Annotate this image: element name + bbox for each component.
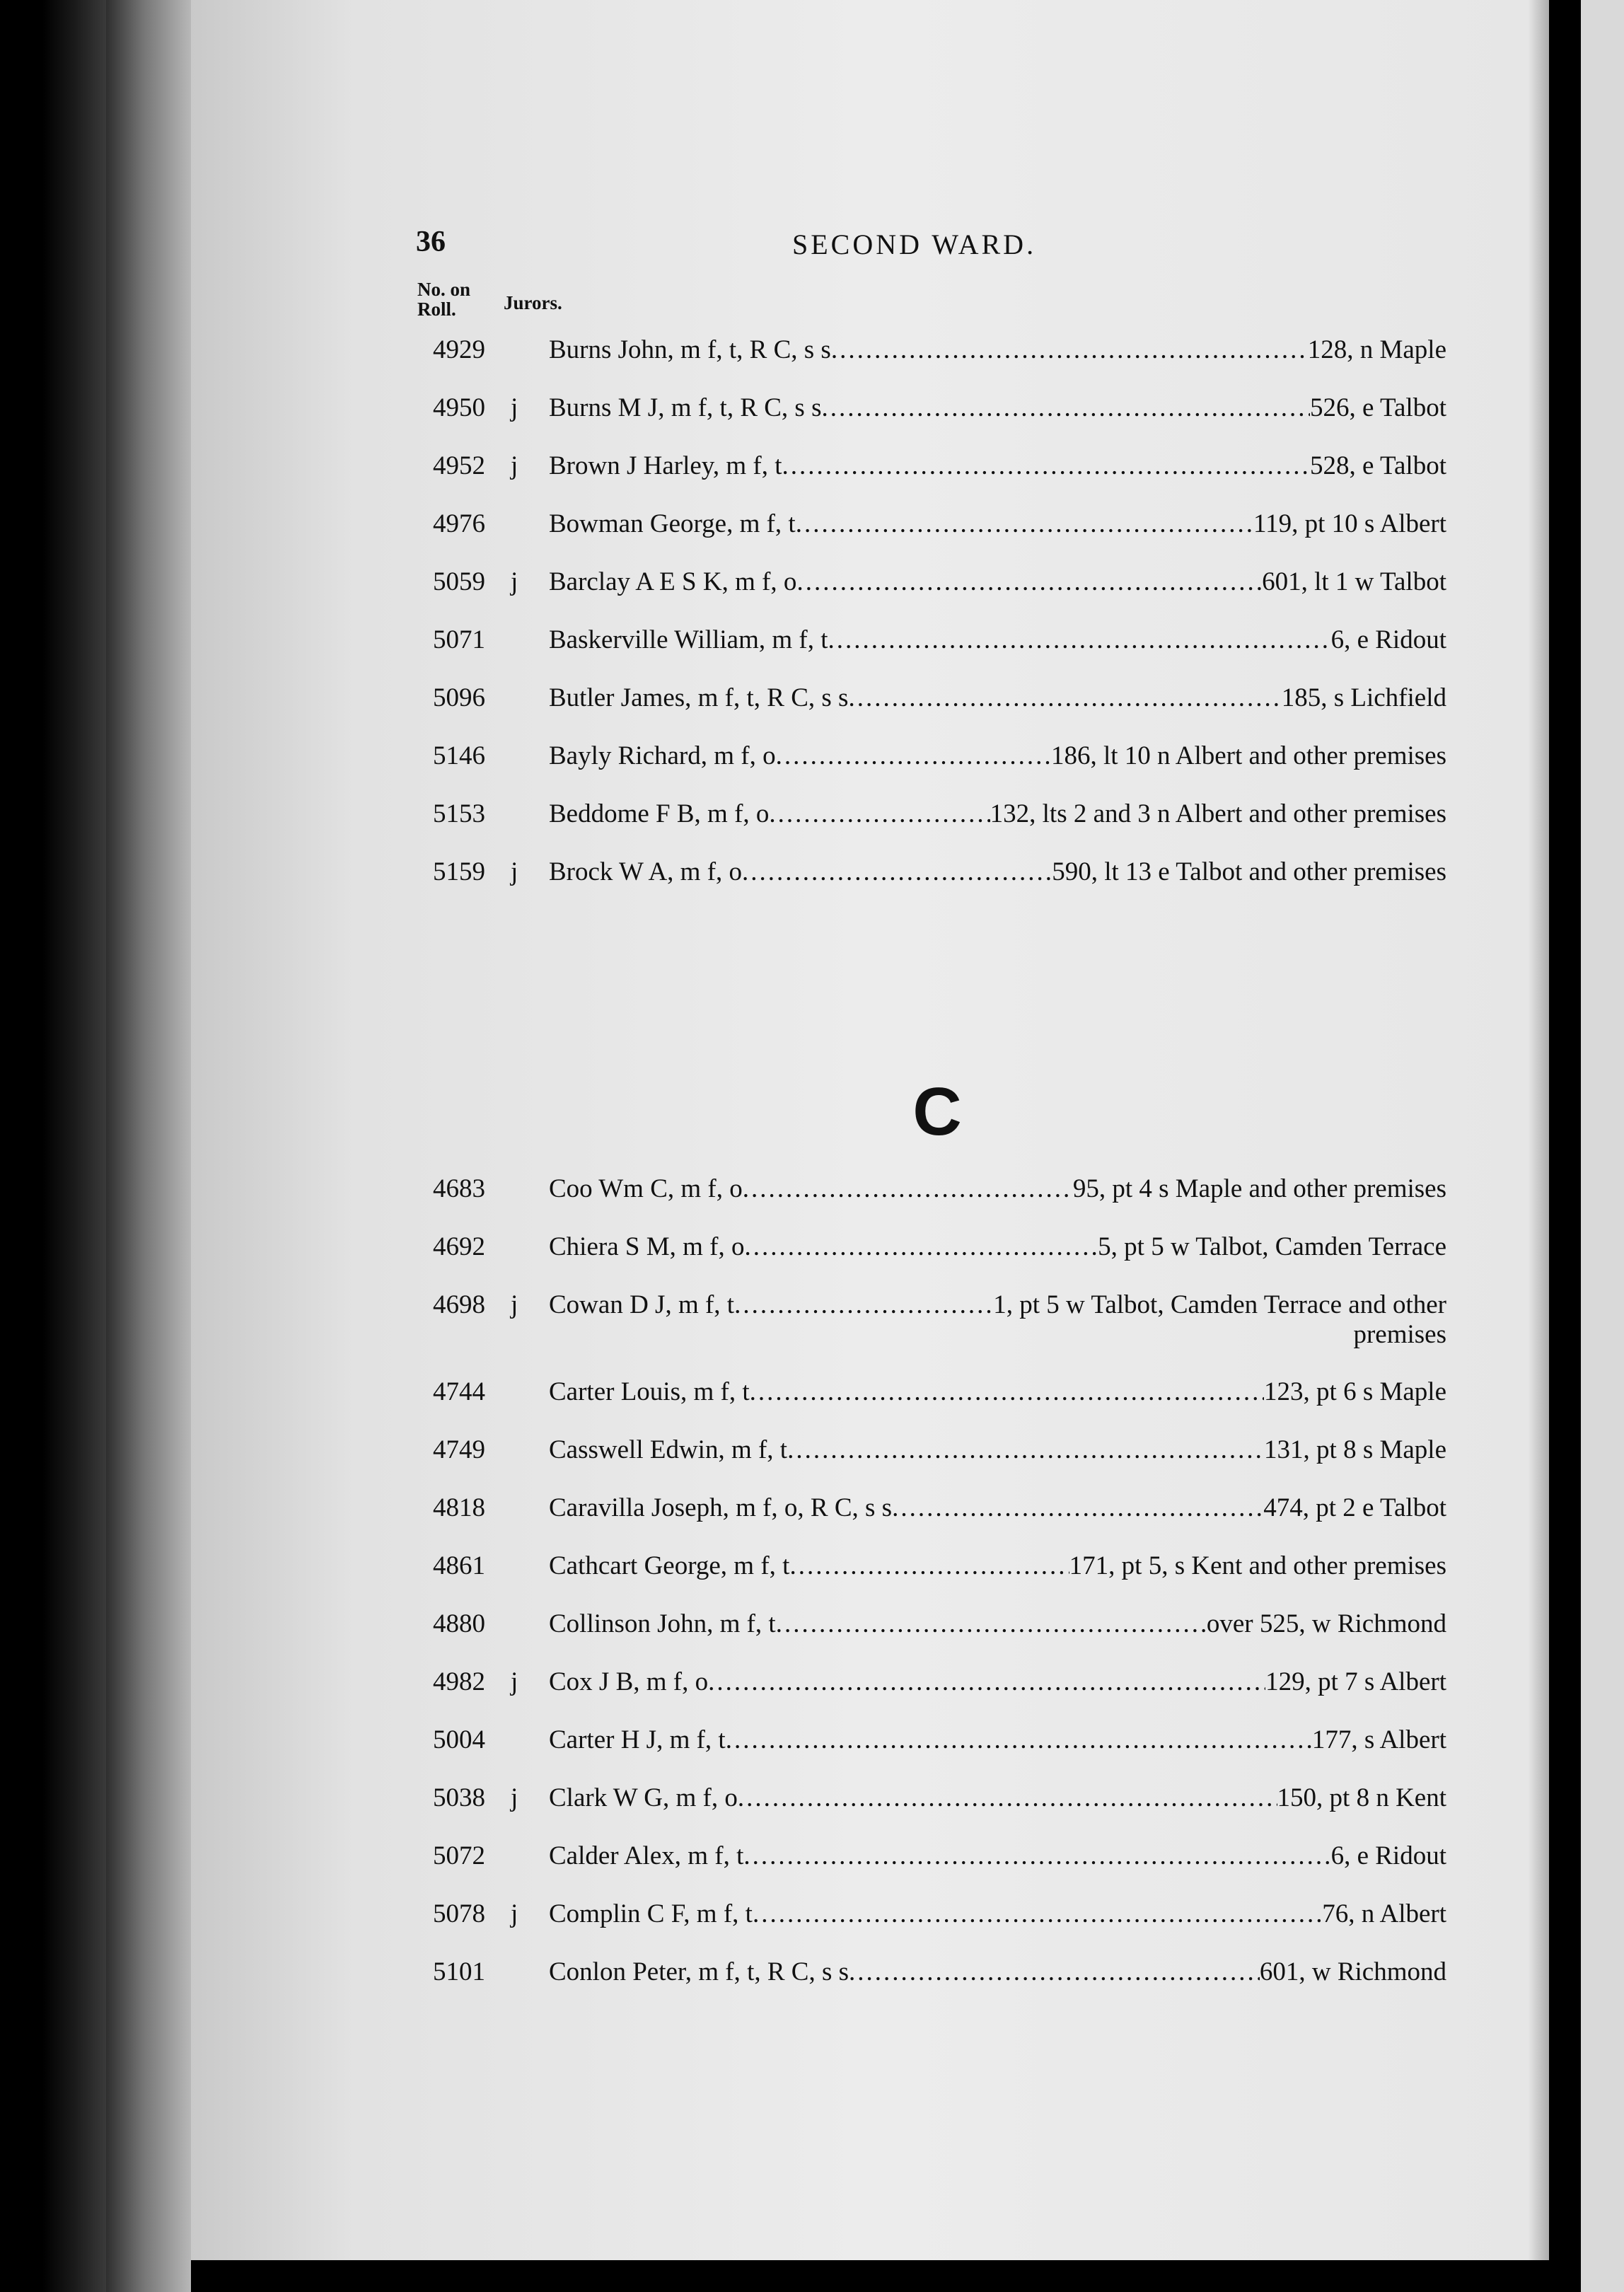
- entry-name: Bowman George, m f, t: [549, 509, 796, 538]
- roll-number: 5153: [433, 799, 485, 828]
- roll-entry: [424, 1609, 1446, 1653]
- roll-number: 5078: [433, 1899, 485, 1928]
- entry-name: Butler James, m f, t, R C, s s: [549, 683, 849, 712]
- entry-address: 95, pt 4 s Maple and other premises: [1072, 1174, 1446, 1203]
- entry-address: 185, s Lichfield: [1281, 683, 1446, 712]
- roll-entry: [424, 1377, 1446, 1420]
- entry-address: 474, pt 2 e Talbot: [1263, 1493, 1446, 1522]
- roll-entry: [424, 1174, 1446, 1217]
- dot-leader: [848, 683, 1281, 713]
- roll-entry: [424, 1899, 1446, 1943]
- entry-address: 171, pt 5, s Kent and other premises: [1069, 1551, 1446, 1580]
- roll-entry: [424, 509, 1446, 552]
- roll-number: 4683: [433, 1174, 485, 1203]
- dot-leader: [831, 335, 1308, 365]
- roll-number: 4976: [433, 509, 485, 538]
- entry-name: Caravilla Joseph, m f, o, R C, s s: [549, 1493, 893, 1522]
- roll-entry: [424, 1493, 1446, 1536]
- column-header-roll-line2: Roll.: [417, 299, 456, 320]
- roll-entry: [424, 625, 1446, 668]
- page-number: 36: [416, 226, 446, 258]
- roll-entry: [424, 451, 1446, 494]
- entry-address: 129, pt 7 s Albert: [1265, 1667, 1446, 1696]
- entry-address: over 525, w Richmond: [1206, 1609, 1446, 1638]
- column-header-roll-line1: No. on: [417, 279, 471, 300]
- roll-entry: [424, 1841, 1446, 1885]
- roll-entry: [424, 741, 1446, 785]
- roll-number: 5004: [433, 1725, 485, 1754]
- entry-address: 5, pt 5 w Talbot, Camden Terrace: [1098, 1232, 1446, 1261]
- dot-leader: [892, 1493, 1263, 1523]
- juror-mark: j: [511, 451, 518, 480]
- dot-leader: [821, 393, 1310, 423]
- entry-name: Carter H J, m f, t: [549, 1725, 726, 1754]
- entry-address: 177, s Albert: [1311, 1725, 1446, 1754]
- roll-number: 4950: [433, 393, 485, 422]
- entry-name: Cowan D J, m f, t: [549, 1290, 735, 1319]
- column-header-roll: [417, 279, 470, 319]
- entry-address: 123, pt 6 s Maple: [1264, 1377, 1446, 1406]
- entry-address: 131, pt 8 s Maple: [1264, 1435, 1446, 1464]
- juror-mark: j: [511, 567, 518, 596]
- dot-leader: [738, 1783, 1277, 1813]
- dot-leader: [743, 1841, 1330, 1871]
- roll-entry: [424, 1290, 1446, 1360]
- dot-leader: [744, 1232, 1098, 1262]
- entry-address: 76, n Albert: [1322, 1899, 1446, 1928]
- juror-mark: j: [511, 1899, 518, 1928]
- entry-name: Burns M J, m f, t, R C, s s: [549, 393, 822, 422]
- dot-leader: [743, 1174, 1073, 1204]
- roll-entry: [424, 1783, 1446, 1827]
- dot-leader: [769, 799, 990, 829]
- roll-number: 4861: [433, 1551, 485, 1580]
- dot-leader: [776, 741, 1051, 771]
- entry-address: 6, e Ridout: [1330, 625, 1446, 654]
- dot-leader: [708, 1667, 1265, 1697]
- entry-name: Coo Wm C, m f, o: [549, 1174, 743, 1203]
- roll-number: 5072: [433, 1841, 485, 1870]
- dot-leader: [742, 857, 1052, 887]
- roll-number: 5096: [433, 683, 485, 712]
- entry-address: 6, e Ridout: [1330, 1841, 1446, 1870]
- roll-entry: [424, 1667, 1446, 1711]
- dot-leader: [753, 1899, 1322, 1929]
- roll-number: 4880: [433, 1609, 485, 1638]
- roll-entry: [424, 335, 1446, 378]
- dot-leader: [782, 451, 1310, 481]
- dot-leader: [849, 1957, 1260, 1987]
- entry-address: 128, n Maple: [1307, 335, 1446, 364]
- entry-name: Clark W G, m f, o: [549, 1783, 738, 1812]
- entry-name: Cox J B, m f, o: [549, 1667, 709, 1696]
- roll-number: 5159: [433, 857, 485, 886]
- roll-number: 4929: [433, 335, 485, 364]
- roll-entry: [424, 857, 1446, 901]
- entry-name: Brown J Harley, m f, t: [549, 451, 782, 480]
- roll-entry: [424, 1725, 1446, 1769]
- entry-address: 119, pt 10 s Albert: [1253, 509, 1446, 538]
- entry-name: Beddome F B, m f, o: [549, 799, 770, 828]
- juror-mark: j: [511, 1290, 518, 1319]
- entry-address: 601, lt 1 w Talbot: [1262, 567, 1446, 596]
- roll-entry: [424, 1957, 1446, 2001]
- entry-address: 150, pt 8 n Kent: [1277, 1783, 1446, 1812]
- entry-address: 590, lt 13 e Talbot and other premises: [1052, 857, 1446, 886]
- entry-name: Bayly Richard, m f, o: [549, 741, 776, 770]
- roll-entry: [424, 1435, 1446, 1478]
- entry-address: 1, pt 5 w Talbot, Camden Terrace and other: [993, 1290, 1446, 1319]
- roll-entry: [424, 567, 1446, 610]
- entry-address: 601, w Richmond: [1259, 1957, 1446, 1986]
- entry-name: Chiera S M, m f, o: [549, 1232, 745, 1261]
- dot-leader: [796, 509, 1253, 539]
- roll-number: 5101: [433, 1957, 485, 1986]
- roll-number: 4952: [433, 451, 485, 480]
- roll-entry: [424, 799, 1446, 843]
- section-letter-c: C: [912, 1074, 962, 1150]
- roll-number: 5071: [433, 625, 485, 654]
- dot-leader: [776, 1609, 1207, 1639]
- entry-name: Cathcart George, m f, t: [549, 1551, 790, 1580]
- entry-name: Brock W A, m f, o: [549, 857, 743, 886]
- entry-address: 526, e Talbot: [1309, 393, 1446, 422]
- roll-number: 5146: [433, 741, 485, 770]
- juror-mark: j: [511, 393, 518, 422]
- running-head: SECOND WARD.: [792, 228, 1037, 260]
- dot-leader: [726, 1725, 1312, 1755]
- column-header-jurors: Jurors.: [504, 292, 562, 313]
- roll-number: 4982: [433, 1667, 485, 1696]
- entry-name: Complin C F, m f, t: [549, 1899, 753, 1928]
- dot-leader: [789, 1551, 1069, 1581]
- roll-entry: [424, 683, 1446, 727]
- roll-number: 4818: [433, 1493, 485, 1522]
- entry-name: Collinson John, m f, t: [549, 1609, 776, 1638]
- entry-address: 132, lts 2 and 3 n Albert and other premises: [990, 799, 1446, 828]
- roll-number: 4692: [433, 1232, 485, 1261]
- entry-address: 528, e Talbot: [1309, 451, 1446, 480]
- roll-number: 4744: [433, 1377, 485, 1406]
- entry-address: 186, lt 10 n Albert and other premises: [1050, 741, 1446, 770]
- roll-number: 4749: [433, 1435, 485, 1464]
- entry-name: Burns John, m f, t, R C, s s: [549, 335, 831, 364]
- roll-entry: [424, 1551, 1446, 1594]
- entry-name: Baskerville William, m f, t: [549, 625, 828, 654]
- entry-name: Carter Louis, m f, t: [549, 1377, 750, 1406]
- entry-name: Conlon Peter, m f, t, R C, s s: [549, 1957, 849, 1986]
- roll-entry: [424, 393, 1446, 436]
- juror-mark: j: [511, 1667, 518, 1696]
- roll-number: 4698: [433, 1290, 485, 1319]
- juror-mark: j: [511, 857, 518, 886]
- roll-entry: [424, 1232, 1446, 1275]
- entry-address-continuation: premises: [1353, 1320, 1446, 1349]
- entry-name: Calder Alex, m f, t: [549, 1841, 744, 1870]
- dot-leader: [750, 1377, 1264, 1407]
- dot-leader: [828, 625, 1330, 655]
- juror-mark: j: [511, 1783, 518, 1812]
- roll-number: 5059: [433, 567, 485, 596]
- entry-name: Barclay A E S K, m f, o: [549, 567, 797, 596]
- roll-number: 5038: [433, 1783, 485, 1812]
- entry-name: Casswell Edwin, m f, t: [549, 1435, 788, 1464]
- dot-leader: [796, 567, 1262, 597]
- dot-leader: [787, 1435, 1264, 1465]
- dot-leader: [734, 1290, 993, 1320]
